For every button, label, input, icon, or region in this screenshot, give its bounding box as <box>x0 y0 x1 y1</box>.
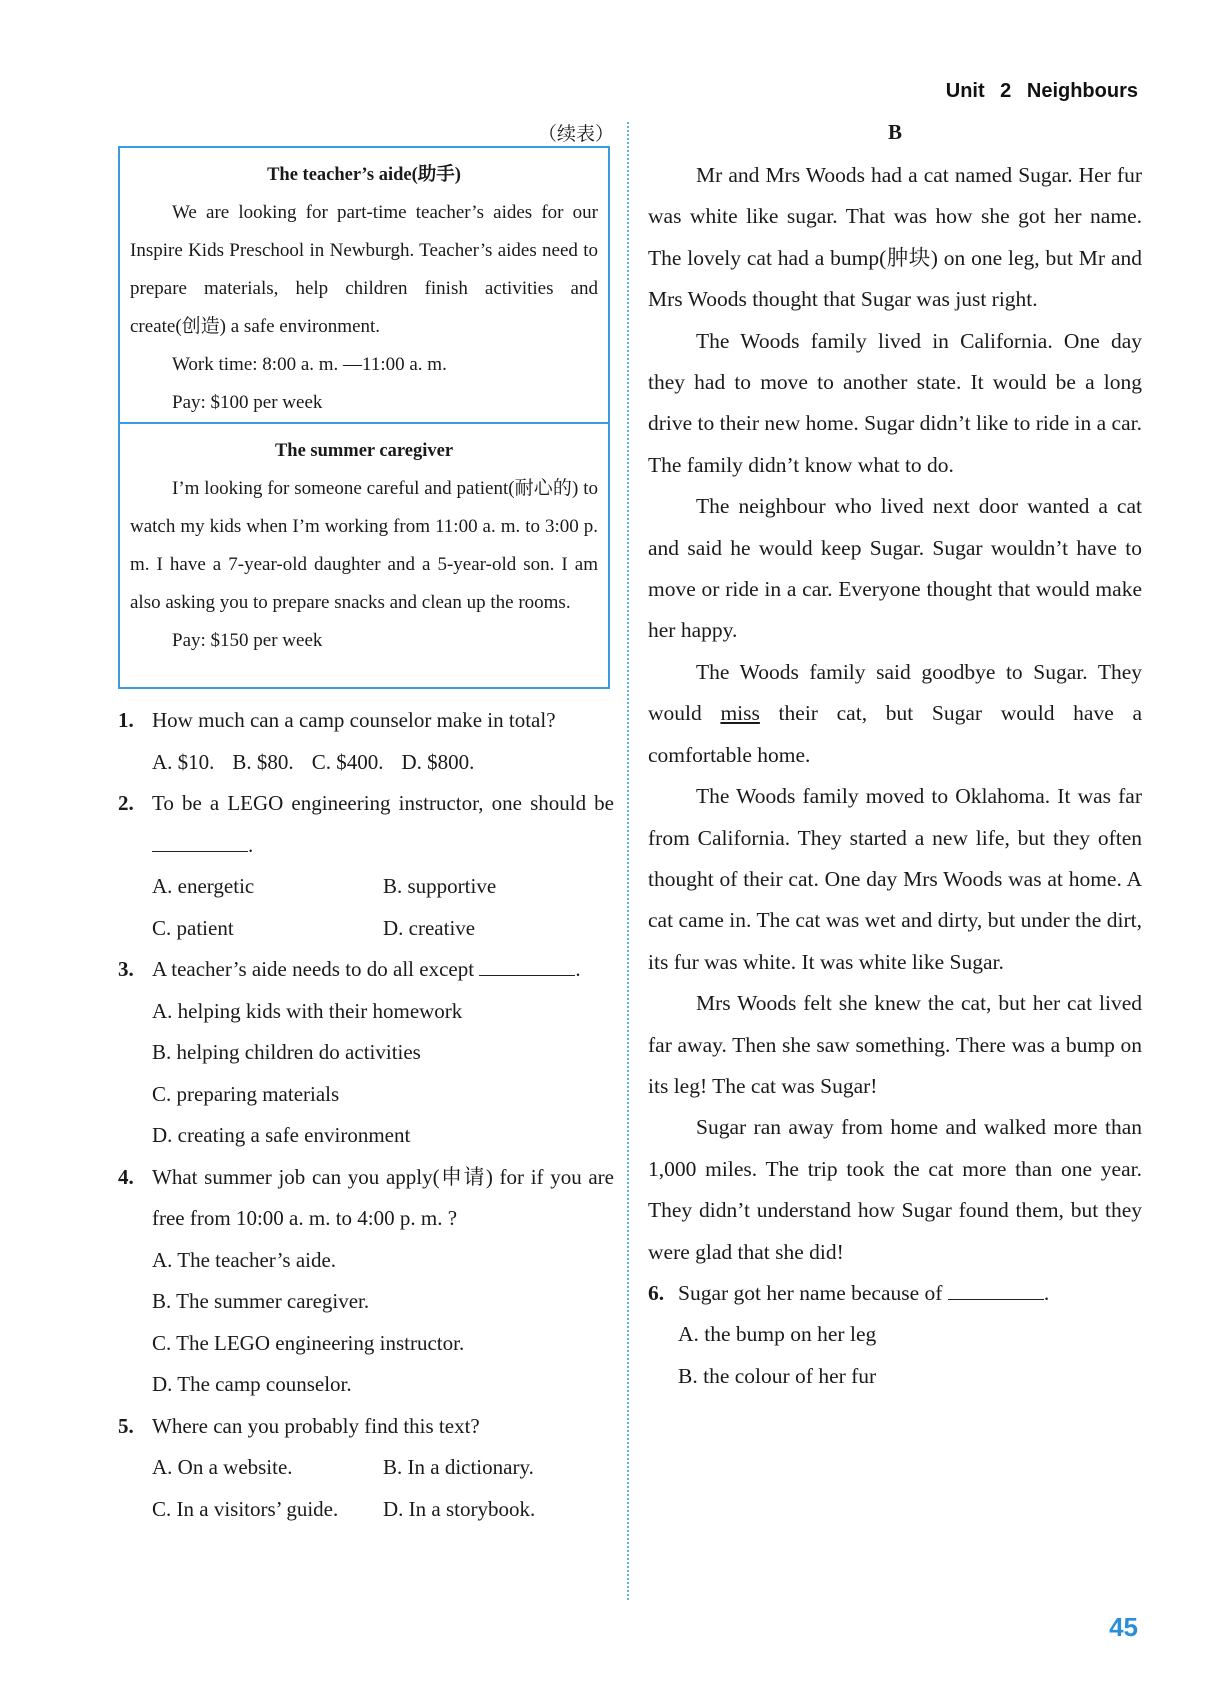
option-c[interactable]: C. In a visitors’ guide. <box>152 1496 339 1521</box>
question-number: 4. <box>118 1164 134 1189</box>
option-d[interactable]: D. In a storybook. <box>383 1496 536 1521</box>
option-a[interactable]: A. energetic <box>152 874 255 898</box>
section-letter: B <box>887 120 902 144</box>
passage-paragraph: Mrs Woods felt she knew the cat, but her cat lived far away. Then she saw something. There was a bump on its leg! The cat was Sugar! <box>648 991 1142 1098</box>
option-d[interactable]: D. $800. <box>401 749 475 774</box>
unit-title: Neighbours <box>1026 80 1138 102</box>
question-number: 2. <box>118 791 134 815</box>
question-4 <box>118 1157 614 1240</box>
option-b[interactable]: B. supportive <box>383 874 497 898</box>
job-title: The teacher’s aide(助手) <box>267 165 461 185</box>
option-b[interactable]: B. $80. <box>232 749 294 774</box>
page-number: 45 <box>1109 1612 1138 1642</box>
unit-label: Unit 2 <box>945 80 1012 102</box>
question-text: A teacher’s aide needs to do all except . <box>152 949 614 991</box>
option-d[interactable]: D. creative <box>383 915 476 940</box>
option-c[interactable]: C. $400. <box>311 749 384 774</box>
passage-paragraph: The Woods family said goodbye to Sugar. They would miss their cat, but Sugar would have a comfortable home. <box>648 659 1142 767</box>
answer-blank[interactable] <box>479 949 575 976</box>
option-d[interactable]: D. The camp counselor. <box>152 1372 352 1396</box>
option-c[interactable]: C. patient <box>152 915 234 940</box>
question-3 <box>118 949 614 991</box>
answer-blank[interactable] <box>152 825 248 852</box>
passage-paragraph: Mr and Mrs Woods had a cat named Sugar. Her fur was white like sugar. That was how she got her name. The lovely cat had a bump(肿块) on one leg, but Mr and Mrs Woods thought that Sugar was just right. <box>648 163 1142 312</box>
question-text: What summer job can you apply(申请) for if you are free from 10:00 a. m. to 4:00 p. m. ? <box>152 1164 614 1230</box>
column-divider <box>627 122 629 1600</box>
option-a[interactable]: A. On a website. <box>152 1455 293 1479</box>
option-a[interactable]: A. helping kids with their homework <box>152 998 463 1023</box>
questions-left <box>118 700 614 1530</box>
option-d[interactable]: D. creating a safe environment <box>152 1123 411 1147</box>
question-number: 3. <box>118 957 134 981</box>
answer-blank[interactable] <box>948 1273 1044 1300</box>
passage-paragraph: The neighbour who lived next door wanted a cat and said he would keep Sugar. Sugar wouldn’t have to move or ride in a car. Everyone thought that would make her happy. <box>648 494 1142 643</box>
job-table <box>118 146 610 689</box>
passage-paragraph: The Woods family lived in California. One day they had to move to another state. It would be a long drive to their new home. Sugar didn’t like to ride in a car. The family didn’t know what to do. <box>648 328 1142 477</box>
option-b[interactable]: B. In a dictionary. <box>383 1455 534 1479</box>
job-pay: Pay: $100 per week <box>172 392 323 413</box>
question-text: Sugar got her name because of . <box>678 1273 1142 1314</box>
job-title: The summer caregiver <box>274 441 454 461</box>
passage-paragraph: Sugar ran away from home and walked more than 1,000 miles. The trip took the cat more than one year. They didn’t understand how Sugar found them, but they were glad that she did! <box>648 1115 1142 1264</box>
job-description: We are looking for part-time teacher’s aides for our Inspire Kids Preschool in Newburgh. Teacher’s aides need to prepare materials, help children finish activities and create(创造) a safe environment. <box>130 202 598 337</box>
option-b[interactable]: B. helping children do activities <box>152 1040 421 1064</box>
option-a[interactable]: A. The teacher’s aide. <box>152 1247 337 1272</box>
question-number: 1. <box>118 708 134 732</box>
option-a[interactable]: A. the bump on her leg <box>678 1322 877 1347</box>
question-text: Where can you probably find this text? <box>152 1413 480 1438</box>
option-c[interactable]: C. preparing materials <box>152 1081 340 1106</box>
question-6 <box>648 1273 1142 1314</box>
option-c[interactable]: C. The LEGO engineering instructor. <box>152 1330 465 1355</box>
passage-paragraph: The Woods family moved to Oklahoma. It was far from California. They started a new life, but they often thought of their cat. One day Mrs Woods was at home. A cat came in. The cat was wet and dirty, but under the dirt, its fur was white. It was white like Sugar. <box>648 784 1142 974</box>
question-number: 6. <box>648 1280 665 1305</box>
question-text: How much can a camp counselor make in total? <box>152 708 556 732</box>
job-pay: Pay: $150 per week <box>172 630 323 651</box>
question-text: To be a LEGO engineering instructor, one should be . <box>152 791 614 857</box>
question-number: 5. <box>118 1413 134 1438</box>
job-work-time: Work time: 8:00 a. m. —11:00 a. m. <box>172 354 447 375</box>
option-b[interactable]: B. the colour of her fur <box>678 1363 877 1388</box>
option-a[interactable]: A. $10. <box>152 749 215 774</box>
question-5 <box>118 1406 614 1448</box>
job-section-caregiver <box>120 422 608 660</box>
continued-label: （续表） <box>537 124 614 145</box>
job-section-teacher-aide <box>120 148 608 422</box>
question-2 <box>118 783 614 866</box>
option-b[interactable]: B. The summer caregiver. <box>152 1289 370 1313</box>
unit-header <box>946 80 1138 103</box>
question-1 <box>118 700 614 742</box>
job-description: I’m looking for someone careful and patient(耐心的) to watch my kids when I’m working from 11:00 a. m. to 3:00 p. m. I have a 7-year-old daughter and a 5-year-old son. I am also asking you to prepare snacks and clean up the rooms. <box>130 478 598 613</box>
underlined-word: miss <box>720 701 760 726</box>
passage-b <box>648 155 1142 1397</box>
